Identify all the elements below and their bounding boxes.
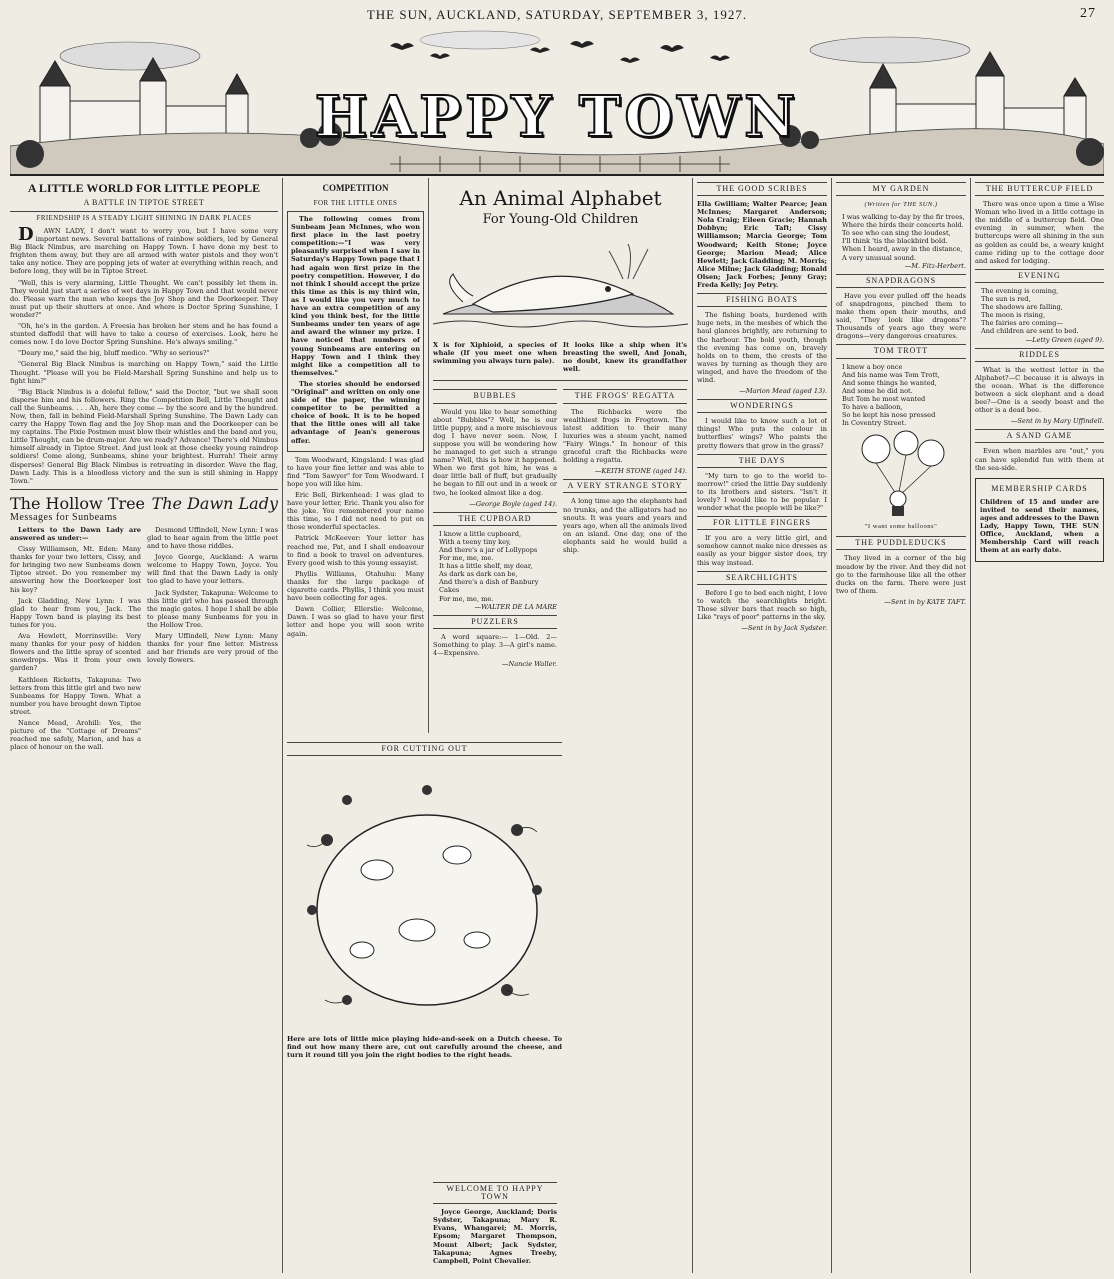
col3-split [433, 385, 688, 671]
tom-trott-heading: TOM TROTT [836, 344, 966, 358]
competition-box [287, 211, 424, 452]
column-3 [433, 178, 688, 1273]
letter-entry: Desmond Uffindell, New Lynn: I was glad to hear again from the little poet and to have those riddles. [147, 525, 278, 551]
puzzlers-heading: PUZZLERS [433, 615, 557, 629]
letter-entry: Patrick McKeever: Your letter has reached me, Pat, and I shall endeavour to find a book to travel on adventures. Every good wish to this young essayist. [287, 534, 424, 567]
hollow-tree-header [10, 493, 278, 513]
frogs-text: The Richbacks were the wealthiest frogs in Frogtown. The latest addition to their many luxuries was a steam yacht, named "Fairy Wings." In honour of this graceful craft the Richbacks were holding a regatta. [563, 407, 687, 465]
letters-section [10, 526, 278, 754]
tom-trott-poem [836, 363, 966, 428]
letters-intro: Letters to the Dawn Lady are answered as under:— [10, 525, 141, 542]
whale-illustration [433, 234, 688, 339]
garden-heading: MY GARDEN [836, 182, 966, 196]
happy-town-banner [10, 26, 1104, 176]
poem-line: In Coventry Street. [842, 419, 907, 428]
membership-heading: MEMBERSHIP CARDS [991, 483, 1088, 493]
letter-entry: Phyllis Williams, Otahuhu: Many thanks for the large package of cigarette cards. Phyllis, I think you must have been collecting for ages. [287, 569, 424, 603]
strange-story-text: A long time ago the elephants had no trunks, and the alligators had no snouts. It was years and years and years ago, when all the animals lived on an island. One day, one of the elephants said he would build a ship. [563, 497, 687, 554]
poem-line: And some things he wanted, [842, 378, 937, 387]
column-rule [831, 178, 832, 1273]
buttercup-heading: THE BUTTERCUP FIELD [975, 182, 1104, 196]
scribes-text: Ella Gwilliam; Walter Pearce; Jean McInnes; Margaret Anderson; Nola Craig; Eileen Gracie; Hannah Dobbyn; Eric Taft; Cissy Williamson; Marcia George; Tom Woodward; Keith Stone; Joyce George; Marion Mead; Alice Hewlett; Jack Gladding; M. Morris; Alice Milne; Jack Gladding; Ronald Olsen; Jack Forbes; Jenny Gray; Freda Kelly; Joy Petry. [697, 200, 827, 290]
searchlights-heading: SEARCHLIGHTS [697, 571, 827, 585]
letter-entry: Tom Woodward, Kingsland: I was glad to have your fine letter and was able to find "Tom Sawyer" for Tom Woodward. I hope you will like him. [287, 455, 424, 488]
evening-poem [975, 287, 1104, 336]
sand-game-text: Even when marbles are "out," you can have splendid fun with them at the sea-side. [975, 447, 1104, 472]
poem-line: Where the birds their concerts hold. [842, 221, 964, 230]
riddles-text: What is the wettest letter in the Alphabet?—C because it is always in the ocean. What is the difference between a sick elephant and a dead bee?—One is a seedy beast and the other is a dead bee. [975, 365, 1104, 415]
column-4 [697, 178, 827, 1273]
competition-subheading: FOR THE LITTLE ONES [313, 199, 398, 207]
fishing-signature: —Marion Mead (aged 13). [739, 387, 827, 396]
page-number: 27 [1080, 6, 1096, 21]
poem-line: With a teeny tiny key, [439, 537, 511, 546]
cupboard-signature: —WALTER DE LA MARE [474, 602, 557, 611]
happy-town-title: HAPPY TOWN [314, 84, 800, 150]
poem-line: I knew a boy once [842, 362, 903, 371]
poem-line: To have a balloon, [842, 402, 903, 411]
poem-line: The shadows are falling, [981, 303, 1063, 312]
puzzlers-text: A word square:— 1—Old. 2—Something to play. 3—A girl's name. 4—Expensive. [433, 632, 557, 657]
days-text: "My turn to go to the world to-morrow!" cried the little Day suddenly to its brothers and sisters. "Isn't it lovely? I would like to be popular. I wonder what the people will be like?" [697, 471, 827, 513]
garden-note: (Written for THE SUN.) [864, 201, 938, 209]
membership-text: Children of 15 and under are invited to send their names, ages and addresses to the Dawn Lady, Happy Town, THE SUN Office, Auckland, when a Membership Card will reach them at an early date. [980, 497, 1099, 555]
col1-subhead: A BATTLE IN TIPTOE STREET [83, 198, 205, 207]
poem-line: A very unusual sound. [842, 253, 917, 262]
letter-entry: Dawn Collier, Ellerslie: Welcome, Dawn. I was so glad to have your first letter and hope you will soon write again. [287, 605, 424, 638]
x-verse: X is for Xiphioid, a species of whale (If you meet one when swimming you always turn pale). [433, 341, 557, 366]
poem-line: But Tom he most wanted [842, 394, 926, 403]
competition-heading: COMPETITION [322, 183, 389, 193]
col3-left [433, 385, 557, 671]
col1-kicker: FRIENDSHIP IS A STEADY LIGHT SHINING IN DARK PLACES [10, 211, 278, 224]
cupboard-poem [433, 530, 557, 603]
poem-line: I was walking to-day by the fir trees, [842, 213, 965, 222]
col3-right [563, 385, 687, 671]
poem-line: The sun is red, [981, 295, 1031, 304]
searchlights-text: Before I go to bed each night, I love to watch the searchlights bright. Those silver bars that reach so high, Like "rays of poor" patterns in the sky. [697, 588, 827, 622]
fishing-heading: FISHING BOATS [697, 293, 827, 307]
poem-line: So he kept his nose pressed [842, 411, 936, 420]
snapdragons-heading: SNAPDRAGONS [836, 274, 966, 288]
hollow-tree-subtitle: Messages for Sunbeams [10, 511, 118, 523]
riddles-heading: RIDDLES [975, 348, 1104, 362]
col1-para: "Oh, he's in the garden. A Freesia has broken her stem and he has found a stunted daffodil that will have to take a course of exercises. Look, here he comes now. I do love Doctor Spring Sunshine. He's always smiling." [10, 322, 278, 347]
bubbles-signature: —George Boyle (aged 14). [469, 499, 557, 508]
hollow-tree-title: The Hollow Tree [10, 493, 146, 513]
evening-signature: —Letty Green (aged 9). [1025, 335, 1104, 344]
col1-para: "Deary me," said the big, bluff medico. "Why so serious?" [18, 349, 210, 358]
poem-line: And children are sent to bed. [981, 327, 1079, 336]
poem-line: I know a little cupboard, [439, 529, 522, 538]
animal-alphabet-subtitle: For Young-Old Children [482, 212, 639, 227]
garden-signature: —M. Fitz-Herbert. [904, 261, 966, 270]
competition-text: The stories should be endorsed "Original" and written on only one side of the paper, the winning competitor to be permitted a choice of book. It is to be hoped that the little ones will all take advantage of Jean's generous offer. [291, 379, 420, 445]
cutout-heading: FOR CUTTING OUT [287, 742, 562, 756]
membership-box [975, 478, 1104, 563]
puzzlers-signature: —Nancie Waller. [501, 660, 557, 669]
frogs-signature: —KEITH STONE (aged 14). [594, 467, 687, 476]
column-5 [836, 178, 966, 1273]
col1-para: "Big Black Nimbus is a doleful fellow," said the Doctor, "but we shall soon disperse him and his followers. Ring the Competition Bell, Little Thought and call the Sunbeams. . . . Ah, here they come — by the score and by the hundred. Now, then, fall in behind Field-Marshall Spring Sunshine. The Dawn Lady can carry the Happy Town flag and the Joy Shop man and the Doorkeeper can be my captains. The Pixie Postmen must blow their whistles and the band and you, Little Thought, can be drum-major. Are we ready? Advance! There's old Nimbus himself already in Tiptoe Street. And just look at those cheeky young raindrop soldiers! Come along, Sunbeams, shine your brightest. Hurrah! Their army disperses! General Big Black Nimbus is retreating in disorder. Wave the flag, Dawn Lady. This is a bloodless victory and the sun is still shining in Happy Town." [10, 387, 278, 485]
poem-line: And there's a dish of Banbury Cakes [439, 578, 539, 595]
scribes-heading: THE GOOD SCRIBES [697, 182, 827, 196]
dawn-lady-signature: The Dawn Lady [151, 493, 278, 513]
col1-para: DAWN LADY, I don't want to worry you, but I have some very important news. Several battalions of rainbow soldiers, led by General Big Black Nimbus, are marching on Happy Town. I have done my best to frighten them away, but they are all armed with water pistols and they won't take any notice. They are popping jets of water at everything within reach, and before long, they will be in Tiptoe Street. [10, 224, 278, 276]
column-rule [970, 178, 971, 1273]
letter-entry: Kathleen Ricketts, Takapuna: Two letters from this little girl and two new Sunbeams for Happy Town. What a number you have brought down Tiptoe street. [10, 675, 141, 716]
cutout-caption: Here are lots of little mice playing hide-and-seek on a Dutch cheese. To find out how many there are, cut out carefully around the cheese, and turn it round till you join the right bodies to the right heads. [287, 1035, 562, 1060]
column-rule [282, 178, 283, 1273]
masthead [10, 6, 1104, 24]
poem-line: For me, me, me. [439, 554, 494, 563]
strange-story-heading: A VERY STRANGE STORY [563, 479, 687, 493]
column-rule [692, 178, 693, 1273]
columns [10, 178, 1104, 1273]
poem-line: The evening is coming, [981, 286, 1059, 295]
buttercup-text: There was once upon a time a Wise Woman who lived in a little cottage in the middle of a buttercup field. One evening in summer, when the buttercups were all shining in the sun as golden as could be, a weary knight came riding up to the cottage door and asked for lodging. [975, 200, 1104, 265]
welcome-text: Joyce George, Auckland; Doris Sydster, Takapuna; Mary R. Evans, Whangarei; M. Morris, Epsom; Margaret Thompson, Mount Albert; Jack Sydster, Takapuna; Agnes Treeby, Campbell, Point Chevalier. [433, 1208, 557, 1265]
evening-heading: EVENING [975, 269, 1104, 283]
animal-alphabet-title: An Animal Alphabet [459, 186, 662, 210]
column-6 [975, 178, 1104, 1273]
letters-column [10, 526, 141, 754]
poem-line: I'll think 'tis the blackbird bold. [842, 237, 948, 246]
snapdragons-text: Have you ever pulled off the heads of snapdragons, pinched them to make them open their mouths, and said, "They look like dragons"? Thousands of years ago they were dragons—very dangerous creatures. [836, 291, 966, 341]
poem-line: And there's a jar of Lollypops [439, 545, 538, 554]
balloon-boy-illustration [836, 427, 966, 517]
letter-entry: Joyce George, Auckland: A warm welcome to Happy Town, Joyce. You will find that the Dawn Lady is only too glad to have your letters. [147, 553, 278, 586]
poem-line: When I heard, away in the distance, [842, 245, 963, 254]
puddleducks-heading: THE PUDDLEDUCKS [836, 536, 966, 550]
fingers-heading: FOR LITTLE FINGERS [697, 516, 827, 530]
column-rule [428, 178, 429, 733]
tom-trott-caption: "I want some balloons" [864, 523, 938, 531]
puddleducks-text: They lived in a corner of the big meadow by the river. And they did not go to the farmhouse like all the other ducks on the farm. There were just two of them. [836, 554, 966, 595]
column-2 [287, 178, 424, 1273]
poem-line: It has a little shelf, my dear, [439, 562, 533, 571]
poem-line: The fairies are coming— [981, 319, 1063, 328]
divider [433, 380, 688, 381]
letter-entry: Ava Hewlett, Morrinsville: Very many thanks for your posy of hidden flowers and the little spray of scented snowdrops. Was it from your own garden? [10, 632, 141, 673]
sand-game-heading: A SAND GAME [975, 429, 1104, 443]
welcome-heading: WELCOME TO HAPPY TOWN [433, 1182, 557, 1204]
letter-entry: Nance Mead, Arohill: Yes, the picture of the "Cottage of Dreams" reached me safely, Marion, and has a place of honour on the wall. [10, 718, 141, 752]
frogs-heading: THE FROGS' REGATTA [563, 389, 687, 403]
letter-entry: Jack Gladding, New Lynn: I was glad to hear from you, Jack. The Happy Town band is playing its best tunes for you. [10, 596, 141, 629]
searchlights-signature: —Sent in by Jack Sydster. [741, 624, 827, 633]
competition-text: The following comes from Sunbeam Jean McInnes, who won first place in the last poetry competition:—"I was very pleasantly surprised when I saw in Saturday's Happy Town page that I had again won first prize in the poetry competition. However, I do not think I should accept the prize this time as this is my third win, as I would like you very much to have an extra competition of any kind you think best, for the little Sunbeams under ten years of age and award the winner my prize. I have noticed that numbers of young Sunbeams are entering on Happy Town and I think they might like a competition all to themselves." [291, 215, 420, 377]
x-verse-row [433, 341, 688, 376]
x-verse: It looks like a ship when it's breasting the swell, And Jonah, no doubt, knew its grandfather well. [563, 341, 687, 374]
letter-entry: Mary Uffindell, New Lynn: Many thanks for your fine letter. Mistress and her friends are very proud of the lovely flowers. [147, 632, 278, 665]
wonderings-heading: WONDERINGS [697, 399, 827, 413]
wonderings-text: I would like to know such a lot of things! Who puts the colour in butterflies' wings? Who paints the pretty flowers that grow in the grass? [697, 417, 827, 450]
letters-column [147, 526, 278, 754]
poem-line: For me, me, me. [439, 594, 494, 603]
poem-line: To see who can sing the loudest, [842, 229, 951, 238]
garden-poem [836, 213, 966, 262]
fishing-text: The fishing boats, burdened with huge nets, in the meshes of which the haul glances brightly, are returning to the harbour. The bold youth, though the evening has come on, bravely holds on to them, the crests of the waves by turning as though they are winged, and have the freedom of the wind. [697, 311, 827, 384]
puddleducks-signature: —Sent in by KATE TAFT. [884, 597, 966, 606]
riddles-signature: —Sent in by Mary Uffindell. [1010, 417, 1104, 426]
fingers-text: If you are a very little girl, and somehow cannot make nice dresses as easily as your bigger sister does, try this way instead. [697, 534, 827, 567]
letter-entry: Eric Bell, Birkenhead: I was glad to have your letter, Eric. Thank you also for the joke. You remembered your name this time, so I did not need to put on those wonderful spectacles. [287, 491, 424, 532]
poem-line: And his name was Tom Trott, [842, 370, 940, 379]
poem-line: The moon is rising, [981, 311, 1046, 320]
column-1 [10, 178, 278, 1273]
masthead-title: THE SUN, AUCKLAND, SATURDAY, SEPTEMBER 3, 1927. [366, 7, 748, 22]
bubbles-heading: BUBBLES [433, 389, 557, 403]
col1-para: "General Big Black Nimbus is marching on Happy Town," said the Little Thought. "Please will you be Field-Marshall Spring Sunshine and help us to fight him?" [10, 360, 278, 385]
welcome-section [433, 1178, 557, 1268]
col1-para: "Well, this is very alarming, Little Thought. We can't possibly let them in. They would just start a series of wet days in Happy Town and that would never do. Please warn the man who keeps the Joy Shop and the Doorkeeper. They must put up their shutters at once. And where is Doctor Spring Sunshine, I wonder?" [10, 278, 278, 319]
poem-line: As dark as dark can be, [439, 570, 518, 579]
col1-headline: A LITTLE WORLD FOR LITTLE PEOPLE [27, 181, 261, 195]
bubbles-text: Would you like to hear something about "Bubbles"? Well, he is our little puppy, and a more mischievous dog I have never seen. Now, I suppose you will be wondering how he managed to get such a strange name? Well, this is how it happened. When we first got him, he was a dear little ball of fluff, but gradually he began to fill out and in a week or two, he looked almost like a dog. [433, 407, 557, 497]
letter-entry: Jack Sydster, Takapuna: Welcome to this little girl who has passed through the magic gates. I hope I shall be able to please many Sunbeams for you in the Hollow Tree. [147, 588, 278, 629]
poem-line: And some he did not. [842, 386, 913, 395]
days-heading: THE DAYS [697, 454, 827, 468]
divider [10, 489, 278, 490]
cupboard-heading: THE CUPBOARD [433, 512, 557, 526]
letter-entry: Cissy Williamson, Mt. Eden: Many thanks for your two letters, Cissy, and for bringing two new Sunbeams down Tiptoe street. Do you remember my answering how the Doorkeeper lost his key? [10, 545, 141, 594]
